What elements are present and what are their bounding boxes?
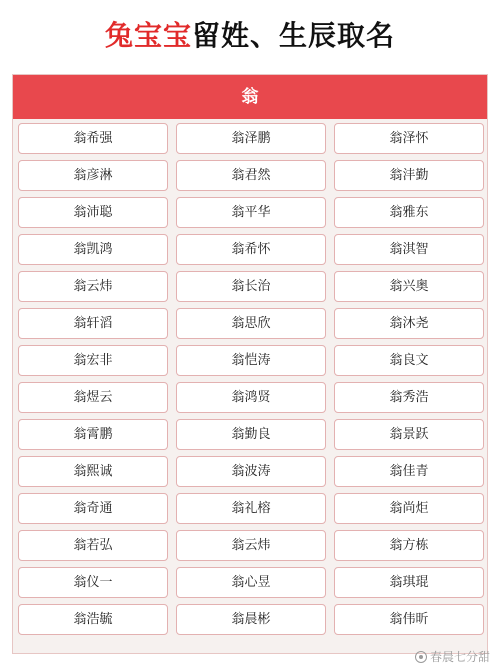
- name-cell: 翁沐尧: [334, 308, 484, 339]
- name-cell: 翁若弘: [18, 530, 168, 561]
- name-cell: 翁轩滔: [18, 308, 168, 339]
- name-cell: 翁希强: [18, 123, 168, 154]
- name-cell: 翁平华: [176, 197, 326, 228]
- name-cell: 翁波涛: [176, 456, 326, 487]
- name-cell: 翁泽怀: [334, 123, 484, 154]
- name-cell: 翁晨彬: [176, 604, 326, 635]
- name-cell: 翁心昱: [176, 567, 326, 598]
- table-header: 翁: [13, 75, 487, 119]
- name-cell: 翁雅东: [334, 197, 484, 228]
- name-cell: 翁沛聪: [18, 197, 168, 228]
- name-cell: 翁希怀: [176, 234, 326, 265]
- name-cell: 翁宏非: [18, 345, 168, 376]
- name-cell: 翁仪一: [18, 567, 168, 598]
- name-cell: 翁泽鹏: [176, 123, 326, 154]
- name-cell: 翁霄鹏: [18, 419, 168, 450]
- name-cell: 翁煜云: [18, 382, 168, 413]
- name-cell: 翁鸿贤: [176, 382, 326, 413]
- watermark: [415, 649, 490, 665]
- title-rest: 留姓、生辰取名: [192, 19, 396, 52]
- name-cell: 翁长治: [176, 271, 326, 302]
- name-cell: 翁景跃: [334, 419, 484, 450]
- name-cell: 翁浩毓: [18, 604, 168, 635]
- name-cell: 翁云炜: [18, 271, 168, 302]
- name-cell: 翁尚炬: [334, 493, 484, 524]
- name-cell: 翁思欣: [176, 308, 326, 339]
- name-cell: 翁云炜: [176, 530, 326, 561]
- title-accent: 兔宝宝: [104, 19, 192, 52]
- page-title: [0, 16, 500, 56]
- name-cell: 翁沣勤: [334, 160, 484, 191]
- name-cell: 翁良文: [334, 345, 484, 376]
- name-cell: 翁伟昕: [334, 604, 484, 635]
- name-cell: 翁方栋: [334, 530, 484, 561]
- name-cell: 翁淇智: [334, 234, 484, 265]
- name-cell: 翁琪琨: [334, 567, 484, 598]
- name-cell: 翁勤良: [176, 419, 326, 450]
- name-cell: 翁彦淋: [18, 160, 168, 191]
- name-cell: 翁秀浩: [334, 382, 484, 413]
- watermark-text: 春晨七分甜: [429, 650, 490, 664]
- name-cell: 翁佳青: [334, 456, 484, 487]
- name-cell: 翁礼榕: [176, 493, 326, 524]
- name-cell: 翁恺涛: [176, 345, 326, 376]
- name-cell: 翁凯鸿: [18, 234, 168, 265]
- name-table: [12, 74, 488, 654]
- name-cell: 翁君然: [176, 160, 326, 191]
- name-cell: 翁奇通: [18, 493, 168, 524]
- watermark-logo-icon: [415, 651, 427, 663]
- name-cell: 翁兴奥: [334, 271, 484, 302]
- name-grid: [18, 123, 484, 635]
- name-cell: 翁熙诚: [18, 456, 168, 487]
